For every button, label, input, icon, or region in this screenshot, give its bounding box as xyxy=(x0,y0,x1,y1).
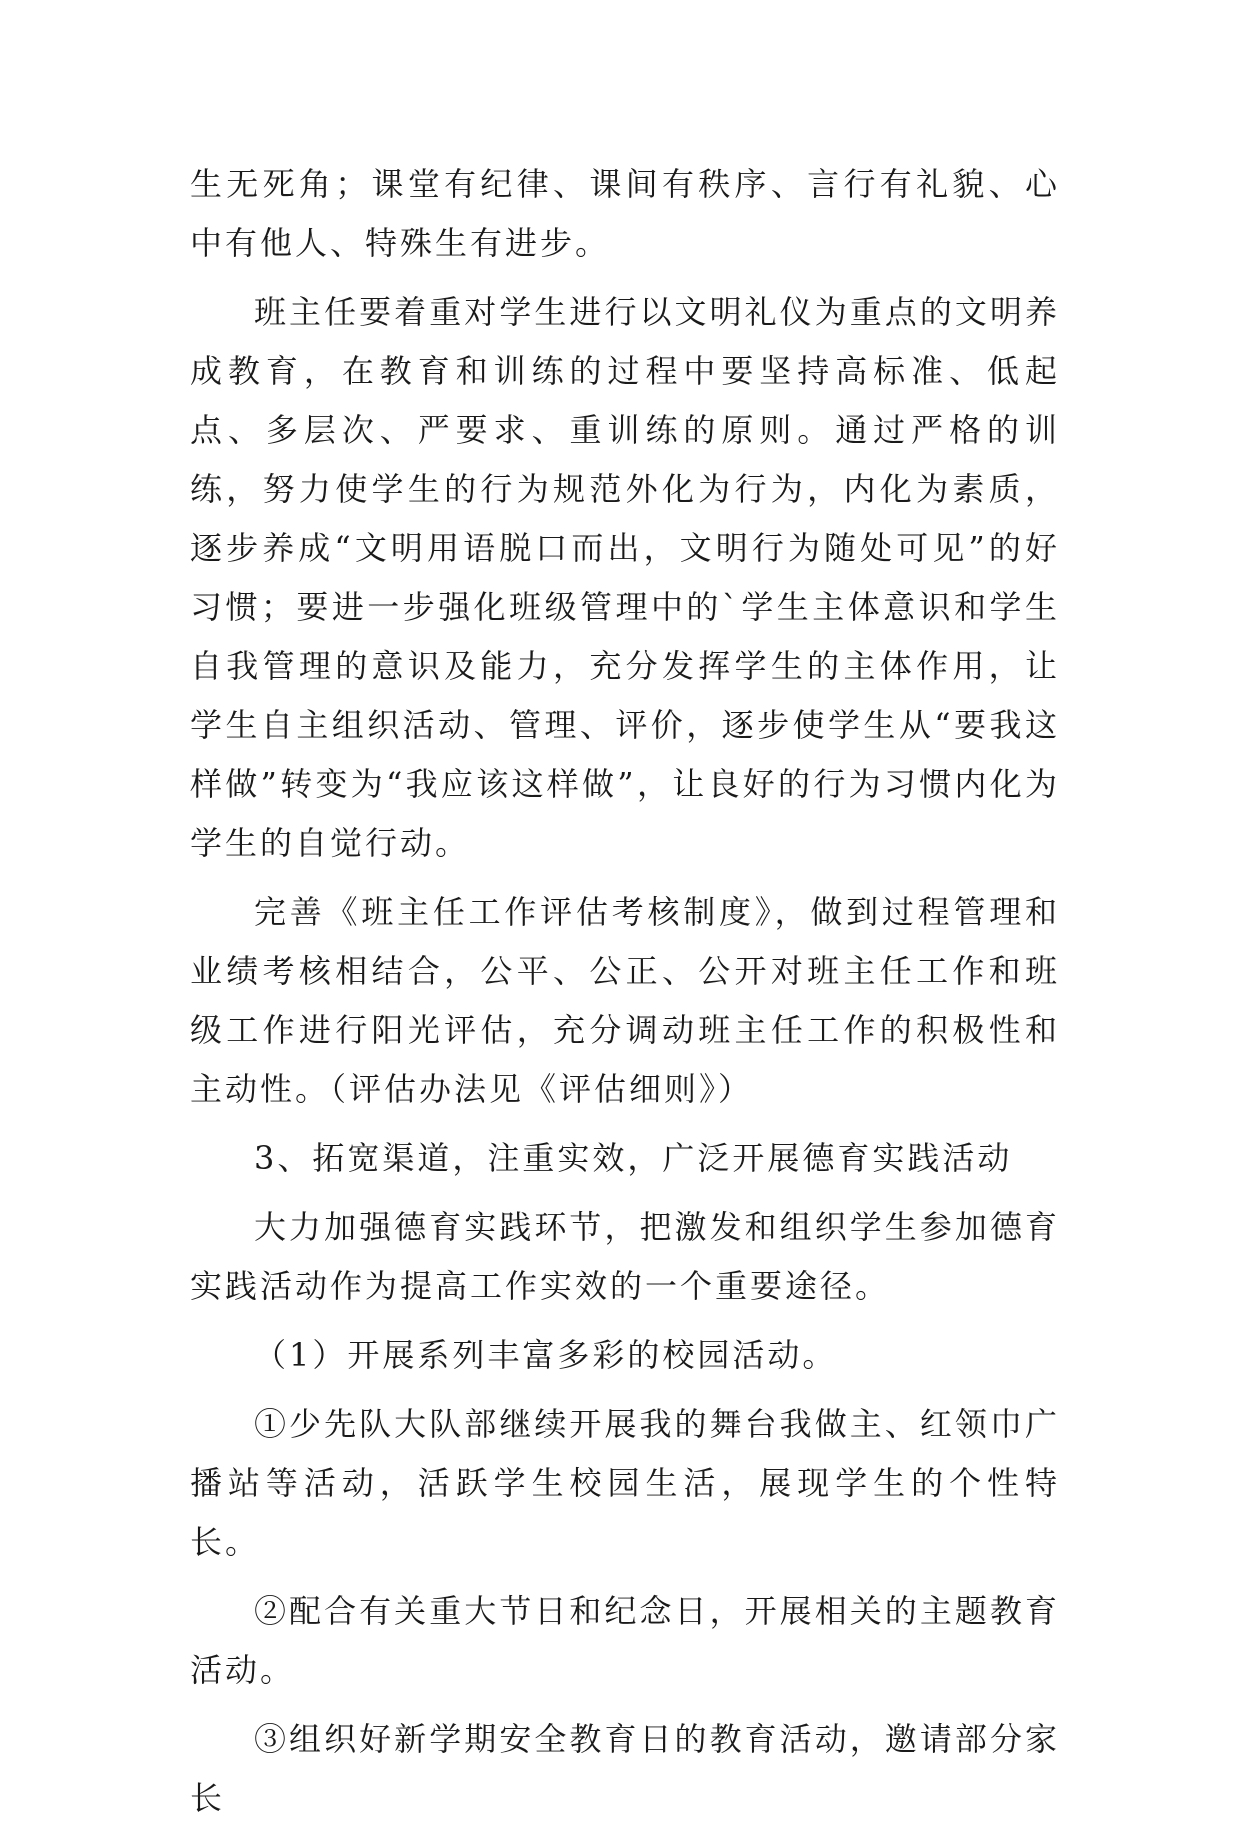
paragraph-6: ①少先队大队部继续开展我的舞台我做主、红领巾广播站等活动，活跃学生校园生活，展现学生的个性特长。 xyxy=(190,1405,1060,1561)
paragraph-8: ③组织好新学期安全教育日的教育活动，邀请部分家长 xyxy=(190,1720,1060,1817)
paragraph-2: 完善《班主任工作评估考核制度》，做到过程管理和业绩考核相结合，公平、公正、公开对班主任工作和班级工作进行阳光评估，充分调动班主任工作的积极性和主动性。（评估办法见《评估细则》） xyxy=(190,893,1060,1108)
paragraph-4: 大力加强德育实践环节，把激发和组织学生参加德育实践活动作为提高工作实效的一个重要途径。 xyxy=(190,1208,1060,1305)
paragraph-0: 生无死角；课堂有纪律、课间有秩序、言行有礼貌、心中有他人、特殊生有进步。 xyxy=(190,165,1060,262)
paragraph-1: 班主任要着重对学生进行以文明礼仪为重点的文明养成教育，在教育和训练的过程中要坚持高标准、低起点、多层次、严要求、重训练的原则。通过严格的训练，努力使学生的行为规范外化为行为，内化为素质，逐步养成“文明用语脱口而出，文明行为随处可见”的好习惯；要进一步强化班级管理中的`学生主体意识和学生自我管理的意识及能力，充分发挥学生的主体作用，让学生自主组织活动、管理、评价，逐步使学生从“要我这样做”转变为“我应该这样做”，让良好的行为习惯内化为学生的自觉行动。 xyxy=(190,293,1060,862)
paragraph-5: （1）开展系列丰富多彩的校园活动。 xyxy=(254,1336,838,1374)
document-body xyxy=(190,155,1060,1828)
paragraph-3: 3、拓宽渠道，注重实效，广泛开展德育实践活动 xyxy=(254,1139,1013,1177)
paragraph-7: ②配合有关重大节日和纪念日，开展相关的主题教育活动。 xyxy=(190,1592,1060,1689)
